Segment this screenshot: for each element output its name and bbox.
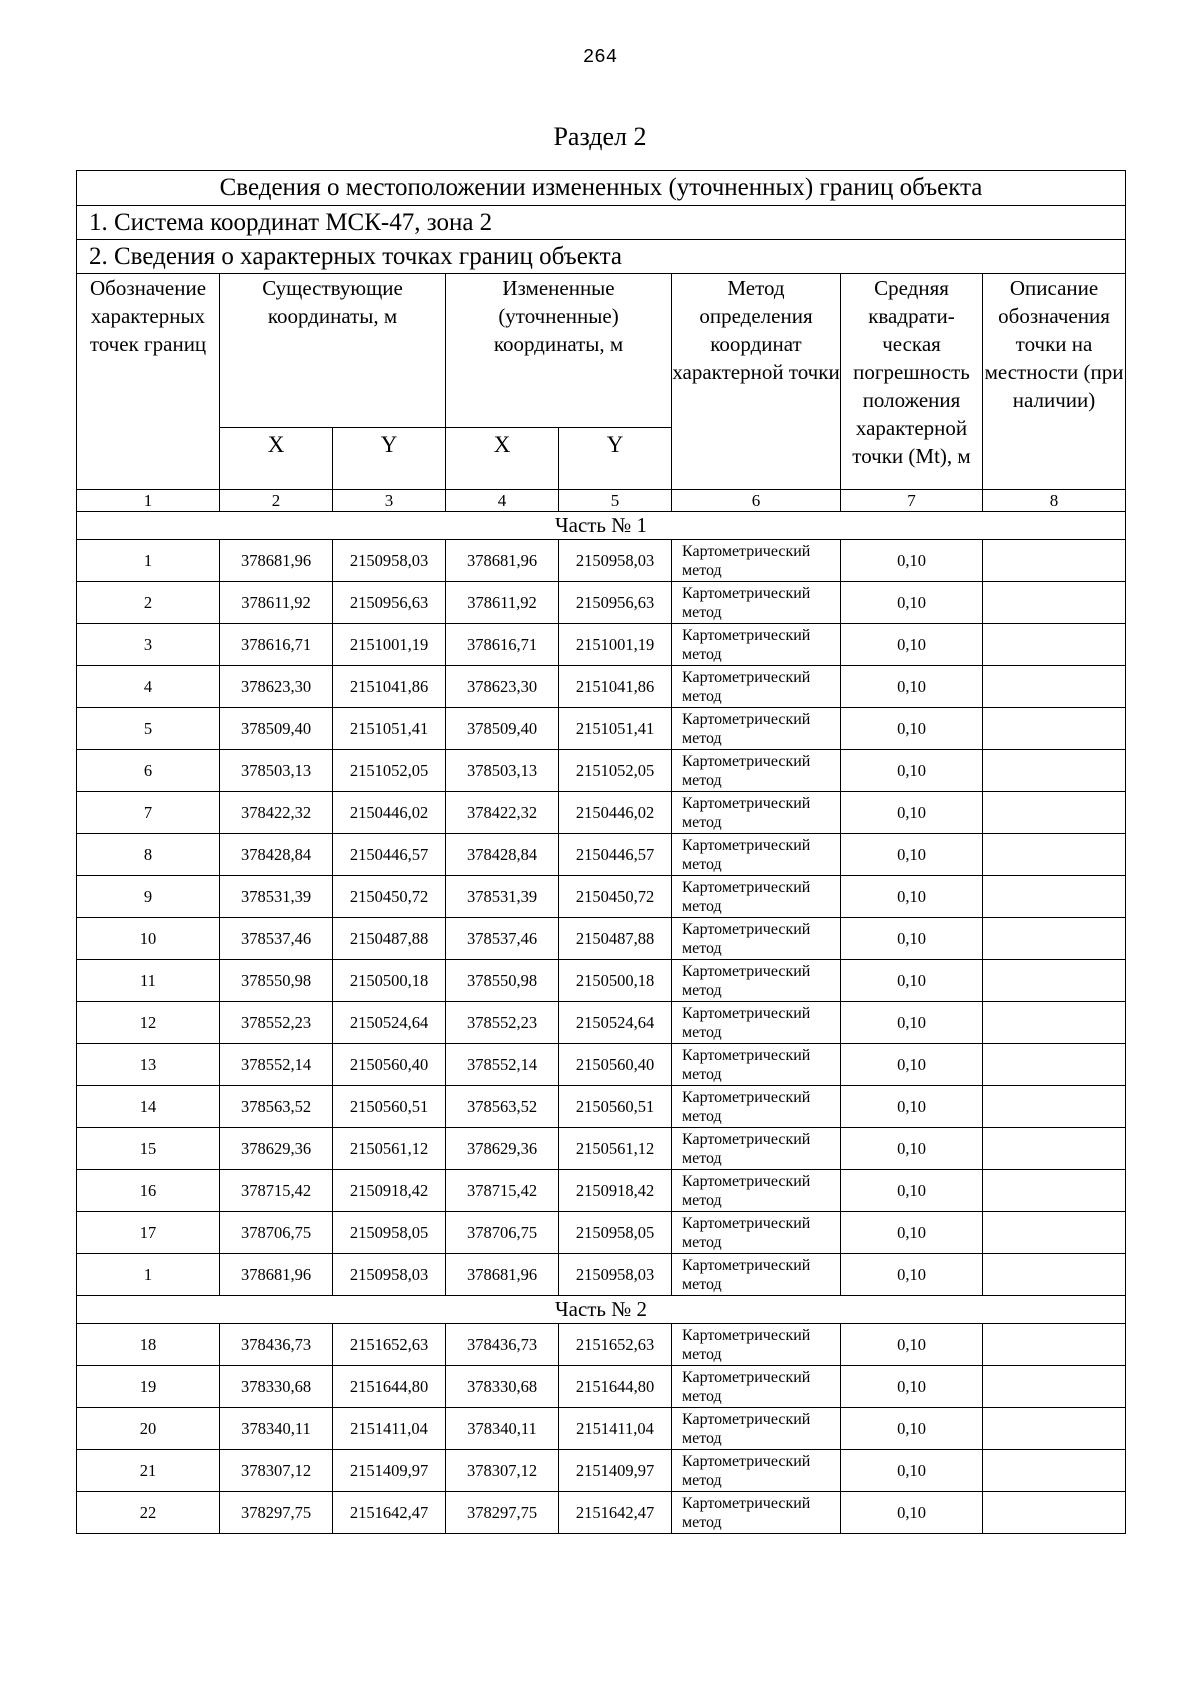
table-row — [77, 582, 1126, 624]
section-title: Раздел 2 — [553, 122, 647, 151]
column-number: 1 — [77, 490, 220, 512]
changed-y: 2151411,04 — [559, 1408, 672, 1450]
column-number: 7 — [841, 490, 983, 512]
existing-y: 2150956,63 — [333, 582, 446, 624]
point-number: 4 — [77, 666, 220, 708]
method: Картометрический метод — [672, 708, 841, 750]
changed-x: 378563,52 — [446, 1086, 559, 1128]
point-description — [983, 1254, 1126, 1296]
table-row — [77, 792, 1126, 834]
method: Картометрический метод — [672, 1086, 841, 1128]
table-row — [77, 1450, 1126, 1492]
existing-x: 378436,73 — [220, 1324, 333, 1366]
table-row — [77, 750, 1126, 792]
point-number: 22 — [77, 1492, 220, 1534]
rmse-value: 0,10 — [841, 1324, 983, 1366]
existing-y: 2151409,97 — [333, 1450, 446, 1492]
method: Картометрический метод — [672, 960, 841, 1002]
existing-y: 2151652,63 — [333, 1324, 446, 1366]
changed-y: 2150958,03 — [559, 540, 672, 582]
coordinate-system: 1. Система координат МСК-47, зона 2 — [77, 206, 1126, 240]
point-number: 11 — [77, 960, 220, 1002]
column-number: 4 — [446, 490, 559, 512]
table-row — [77, 1044, 1126, 1086]
changed-y: 2150956,63 — [559, 582, 672, 624]
existing-x: 378563,52 — [220, 1086, 333, 1128]
changed-x: 378611,92 — [446, 582, 559, 624]
column-numbers-row — [77, 490, 1126, 512]
changed-x: 378715,42 — [446, 1170, 559, 1212]
part-header-row — [77, 512, 1126, 540]
existing-y: 2151051,41 — [333, 708, 446, 750]
point-description — [983, 1212, 1126, 1254]
changed-x: 378616,71 — [446, 624, 559, 666]
existing-x: 378715,42 — [220, 1170, 333, 1212]
column-number: 3 — [333, 490, 446, 512]
existing-x: 378681,96 — [220, 1254, 333, 1296]
header-method: Метод определения координат характерной точки — [672, 274, 841, 490]
rmse-value: 0,10 — [841, 708, 983, 750]
changed-y: 2151644,80 — [559, 1366, 672, 1408]
existing-y: 2150958,03 — [333, 540, 446, 582]
point-number: 14 — [77, 1086, 220, 1128]
table-row — [77, 1254, 1126, 1296]
changed-x: 378706,75 — [446, 1212, 559, 1254]
rmse-value: 0,10 — [841, 1408, 983, 1450]
changed-y: 2151652,63 — [559, 1324, 672, 1366]
method: Картометрический метод — [672, 1002, 841, 1044]
existing-x: 378681,96 — [220, 540, 333, 582]
table-row — [77, 1086, 1126, 1128]
changed-x: 378552,23 — [446, 1002, 559, 1044]
table-row — [77, 540, 1126, 582]
rmse-value: 0,10 — [841, 624, 983, 666]
existing-x: 378552,23 — [220, 1002, 333, 1044]
existing-y: 2150487,88 — [333, 918, 446, 960]
changed-y: 2150446,02 — [559, 792, 672, 834]
rmse-value: 0,10 — [841, 1254, 983, 1296]
existing-x: 378623,30 — [220, 666, 333, 708]
existing-y: 2150450,72 — [333, 876, 446, 918]
point-description — [983, 1002, 1126, 1044]
existing-x: 378422,32 — [220, 792, 333, 834]
method: Картометрический метод — [672, 876, 841, 918]
existing-y: 2150958,05 — [333, 1212, 446, 1254]
changed-x: 378330,68 — [446, 1366, 559, 1408]
existing-x: 378428,84 — [220, 834, 333, 876]
header-description: Описание обозначения точки на местности (при наличии) — [983, 274, 1126, 490]
method: Картометрический метод — [672, 1450, 841, 1492]
header-changed-x: X — [446, 428, 559, 490]
rmse-value: 0,10 — [841, 750, 983, 792]
rmse-value: 0,10 — [841, 1002, 983, 1044]
point-number: 21 — [77, 1450, 220, 1492]
existing-x: 378706,75 — [220, 1212, 333, 1254]
rmse-value: 0,10 — [841, 1128, 983, 1170]
changed-x: 378623,30 — [446, 666, 559, 708]
point-description — [983, 750, 1126, 792]
changed-y: 2150958,03 — [559, 1254, 672, 1296]
table-row — [77, 1170, 1126, 1212]
page-number: 264 — [582, 46, 618, 68]
header-existing-coordinates: Существующие координаты, м — [220, 274, 446, 428]
point-number: 20 — [77, 1408, 220, 1450]
existing-y: 2151052,05 — [333, 750, 446, 792]
header-rmse: Средняя квадрати-ческая погрешность положения характерной точки (Mt), м — [841, 274, 983, 490]
rmse-value: 0,10 — [841, 1086, 983, 1128]
rmse-value: 0,10 — [841, 540, 983, 582]
changed-x: 378552,14 — [446, 1044, 559, 1086]
point-description — [983, 1324, 1126, 1366]
table-row — [77, 918, 1126, 960]
method: Картометрический метод — [672, 666, 841, 708]
method: Картометрический метод — [672, 750, 841, 792]
existing-y: 2150561,12 — [333, 1128, 446, 1170]
boundary-points-table — [76, 170, 1126, 1534]
point-number: 19 — [77, 1366, 220, 1408]
method: Картометрический метод — [672, 624, 841, 666]
existing-y: 2150446,02 — [333, 792, 446, 834]
method: Картометрический метод — [672, 582, 841, 624]
point-number: 8 — [77, 834, 220, 876]
rmse-value: 0,10 — [841, 876, 983, 918]
changed-x: 378681,96 — [446, 540, 559, 582]
existing-y: 2150560,40 — [333, 1044, 446, 1086]
point-description — [983, 1408, 1126, 1450]
header-changed-coordinates: Измененные (уточненные) координаты, м — [446, 274, 672, 428]
method: Картометрический метод — [672, 792, 841, 834]
rmse-value: 0,10 — [841, 960, 983, 1002]
method: Картометрический метод — [672, 1170, 841, 1212]
changed-x: 378428,84 — [446, 834, 559, 876]
existing-y: 2150524,64 — [333, 1002, 446, 1044]
changed-y: 2151041,86 — [559, 666, 672, 708]
point-number: 18 — [77, 1324, 220, 1366]
existing-x: 378330,68 — [220, 1366, 333, 1408]
existing-y: 2150560,51 — [333, 1086, 446, 1128]
table-row — [77, 834, 1126, 876]
point-description — [983, 540, 1126, 582]
changed-y: 2151642,47 — [559, 1492, 672, 1534]
point-number: 17 — [77, 1212, 220, 1254]
point-description — [983, 1170, 1126, 1212]
method: Картометрический метод — [672, 1366, 841, 1408]
changed-x: 378550,98 — [446, 960, 559, 1002]
existing-y: 2151644,80 — [333, 1366, 446, 1408]
rmse-value: 0,10 — [841, 666, 983, 708]
existing-x: 378297,75 — [220, 1492, 333, 1534]
part-title: Часть № 1 — [77, 512, 1126, 540]
changed-x: 378340,11 — [446, 1408, 559, 1450]
changed-y: 2150500,18 — [559, 960, 672, 1002]
point-number: 7 — [77, 792, 220, 834]
point-description — [983, 1450, 1126, 1492]
existing-x: 378531,39 — [220, 876, 333, 918]
changed-x: 378629,36 — [446, 1128, 559, 1170]
point-description — [983, 792, 1126, 834]
changed-y: 2150524,64 — [559, 1002, 672, 1044]
table-row — [77, 1128, 1126, 1170]
point-description — [983, 960, 1126, 1002]
changed-y: 2150450,72 — [559, 876, 672, 918]
method: Картометрический метод — [672, 1254, 841, 1296]
existing-y: 2150500,18 — [333, 960, 446, 1002]
column-number: 8 — [983, 490, 1126, 512]
point-number: 15 — [77, 1128, 220, 1170]
column-number: 2 — [220, 490, 333, 512]
changed-x: 378422,32 — [446, 792, 559, 834]
method: Картометрический метод — [672, 1492, 841, 1534]
changed-y: 2151051,41 — [559, 708, 672, 750]
changed-y: 2150446,57 — [559, 834, 672, 876]
table-row — [77, 1212, 1126, 1254]
column-number: 5 — [559, 490, 672, 512]
point-number: 3 — [77, 624, 220, 666]
existing-x: 378307,12 — [220, 1450, 333, 1492]
changed-y: 2151409,97 — [559, 1450, 672, 1492]
changed-y: 2150918,42 — [559, 1170, 672, 1212]
method: Картометрический метод — [672, 1408, 841, 1450]
rmse-value: 0,10 — [841, 918, 983, 960]
existing-x: 378611,92 — [220, 582, 333, 624]
column-number: 6 — [672, 490, 841, 512]
point-number: 10 — [77, 918, 220, 960]
rmse-value: 0,10 — [841, 1492, 983, 1534]
existing-x: 378503,13 — [220, 750, 333, 792]
rmse-value: 0,10 — [841, 1366, 983, 1408]
point-description — [983, 624, 1126, 666]
header-existing-x: X — [220, 428, 333, 490]
changed-y: 2150560,40 — [559, 1044, 672, 1086]
point-description — [983, 708, 1126, 750]
existing-x: 378509,40 — [220, 708, 333, 750]
rmse-value: 0,10 — [841, 1212, 983, 1254]
table-row — [77, 1492, 1126, 1534]
changed-x: 378436,73 — [446, 1324, 559, 1366]
point-number: 6 — [77, 750, 220, 792]
point-description — [983, 666, 1126, 708]
point-number: 2 — [77, 582, 220, 624]
method: Картометрический метод — [672, 1212, 841, 1254]
part-title: Часть № 2 — [77, 1296, 1126, 1324]
table-row — [77, 666, 1126, 708]
changed-x: 378307,12 — [446, 1450, 559, 1492]
changed-y: 2151001,19 — [559, 624, 672, 666]
rmse-value: 0,10 — [841, 1450, 983, 1492]
point-number: 9 — [77, 876, 220, 918]
point-number: 13 — [77, 1044, 220, 1086]
method: Картометрический метод — [672, 918, 841, 960]
existing-y: 2151411,04 — [333, 1408, 446, 1450]
point-number: 1 — [77, 1254, 220, 1296]
point-description — [983, 876, 1126, 918]
changed-y: 2150487,88 — [559, 918, 672, 960]
header-designation: Обозначение характерных точек границ — [77, 274, 220, 490]
changed-x: 378297,75 — [446, 1492, 559, 1534]
existing-y: 2151642,47 — [333, 1492, 446, 1534]
point-description — [983, 918, 1126, 960]
method: Картометрический метод — [672, 1044, 841, 1086]
rmse-value: 0,10 — [841, 1170, 983, 1212]
point-description — [983, 1086, 1126, 1128]
table-title: Сведения о местоположении измененных (уточненных) границ объекта — [77, 171, 1126, 206]
changed-y: 2150958,05 — [559, 1212, 672, 1254]
header-changed-y: Y — [559, 428, 672, 490]
point-number: 5 — [77, 708, 220, 750]
table-row — [77, 1324, 1126, 1366]
existing-x: 378616,71 — [220, 624, 333, 666]
point-description — [983, 1366, 1126, 1408]
table-row — [77, 960, 1126, 1002]
changed-x: 378531,39 — [446, 876, 559, 918]
existing-x: 378340,11 — [220, 1408, 333, 1450]
method: Картометрический метод — [672, 834, 841, 876]
table-row — [77, 1408, 1126, 1450]
rmse-value: 0,10 — [841, 792, 983, 834]
existing-y: 2151001,19 — [333, 624, 446, 666]
changed-x: 378681,96 — [446, 1254, 559, 1296]
table-row — [77, 708, 1126, 750]
changed-x: 378503,13 — [446, 750, 559, 792]
table-row — [77, 624, 1126, 666]
point-description — [983, 1492, 1126, 1534]
existing-y: 2150446,57 — [333, 834, 446, 876]
changed-x: 378537,46 — [446, 918, 559, 960]
existing-y: 2150918,42 — [333, 1170, 446, 1212]
changed-x: 378509,40 — [446, 708, 559, 750]
changed-y: 2150560,51 — [559, 1086, 672, 1128]
existing-y: 2150958,03 — [333, 1254, 446, 1296]
point-description — [983, 582, 1126, 624]
rmse-value: 0,10 — [841, 582, 983, 624]
point-description — [983, 1044, 1126, 1086]
point-description — [983, 834, 1126, 876]
header-existing-y: Y — [333, 428, 446, 490]
method: Картометрический метод — [672, 1128, 841, 1170]
method: Картометрический метод — [672, 540, 841, 582]
existing-x: 378552,14 — [220, 1044, 333, 1086]
table-row — [77, 1002, 1126, 1044]
rmse-value: 0,10 — [841, 1044, 983, 1086]
table-row — [77, 876, 1126, 918]
table-row — [77, 1366, 1126, 1408]
point-number: 1 — [77, 540, 220, 582]
existing-y: 2151041,86 — [333, 666, 446, 708]
point-number: 12 — [77, 1002, 220, 1044]
existing-x: 378550,98 — [220, 960, 333, 1002]
points-heading: 2. Сведения о характерных точках границ объекта — [77, 240, 1126, 274]
changed-y: 2151052,05 — [559, 750, 672, 792]
existing-x: 378537,46 — [220, 918, 333, 960]
rmse-value: 0,10 — [841, 834, 983, 876]
point-description — [983, 1128, 1126, 1170]
part-header-row — [77, 1296, 1126, 1324]
method: Картометрический метод — [672, 1324, 841, 1366]
existing-x: 378629,36 — [220, 1128, 333, 1170]
changed-y: 2150561,12 — [559, 1128, 672, 1170]
point-number: 16 — [77, 1170, 220, 1212]
